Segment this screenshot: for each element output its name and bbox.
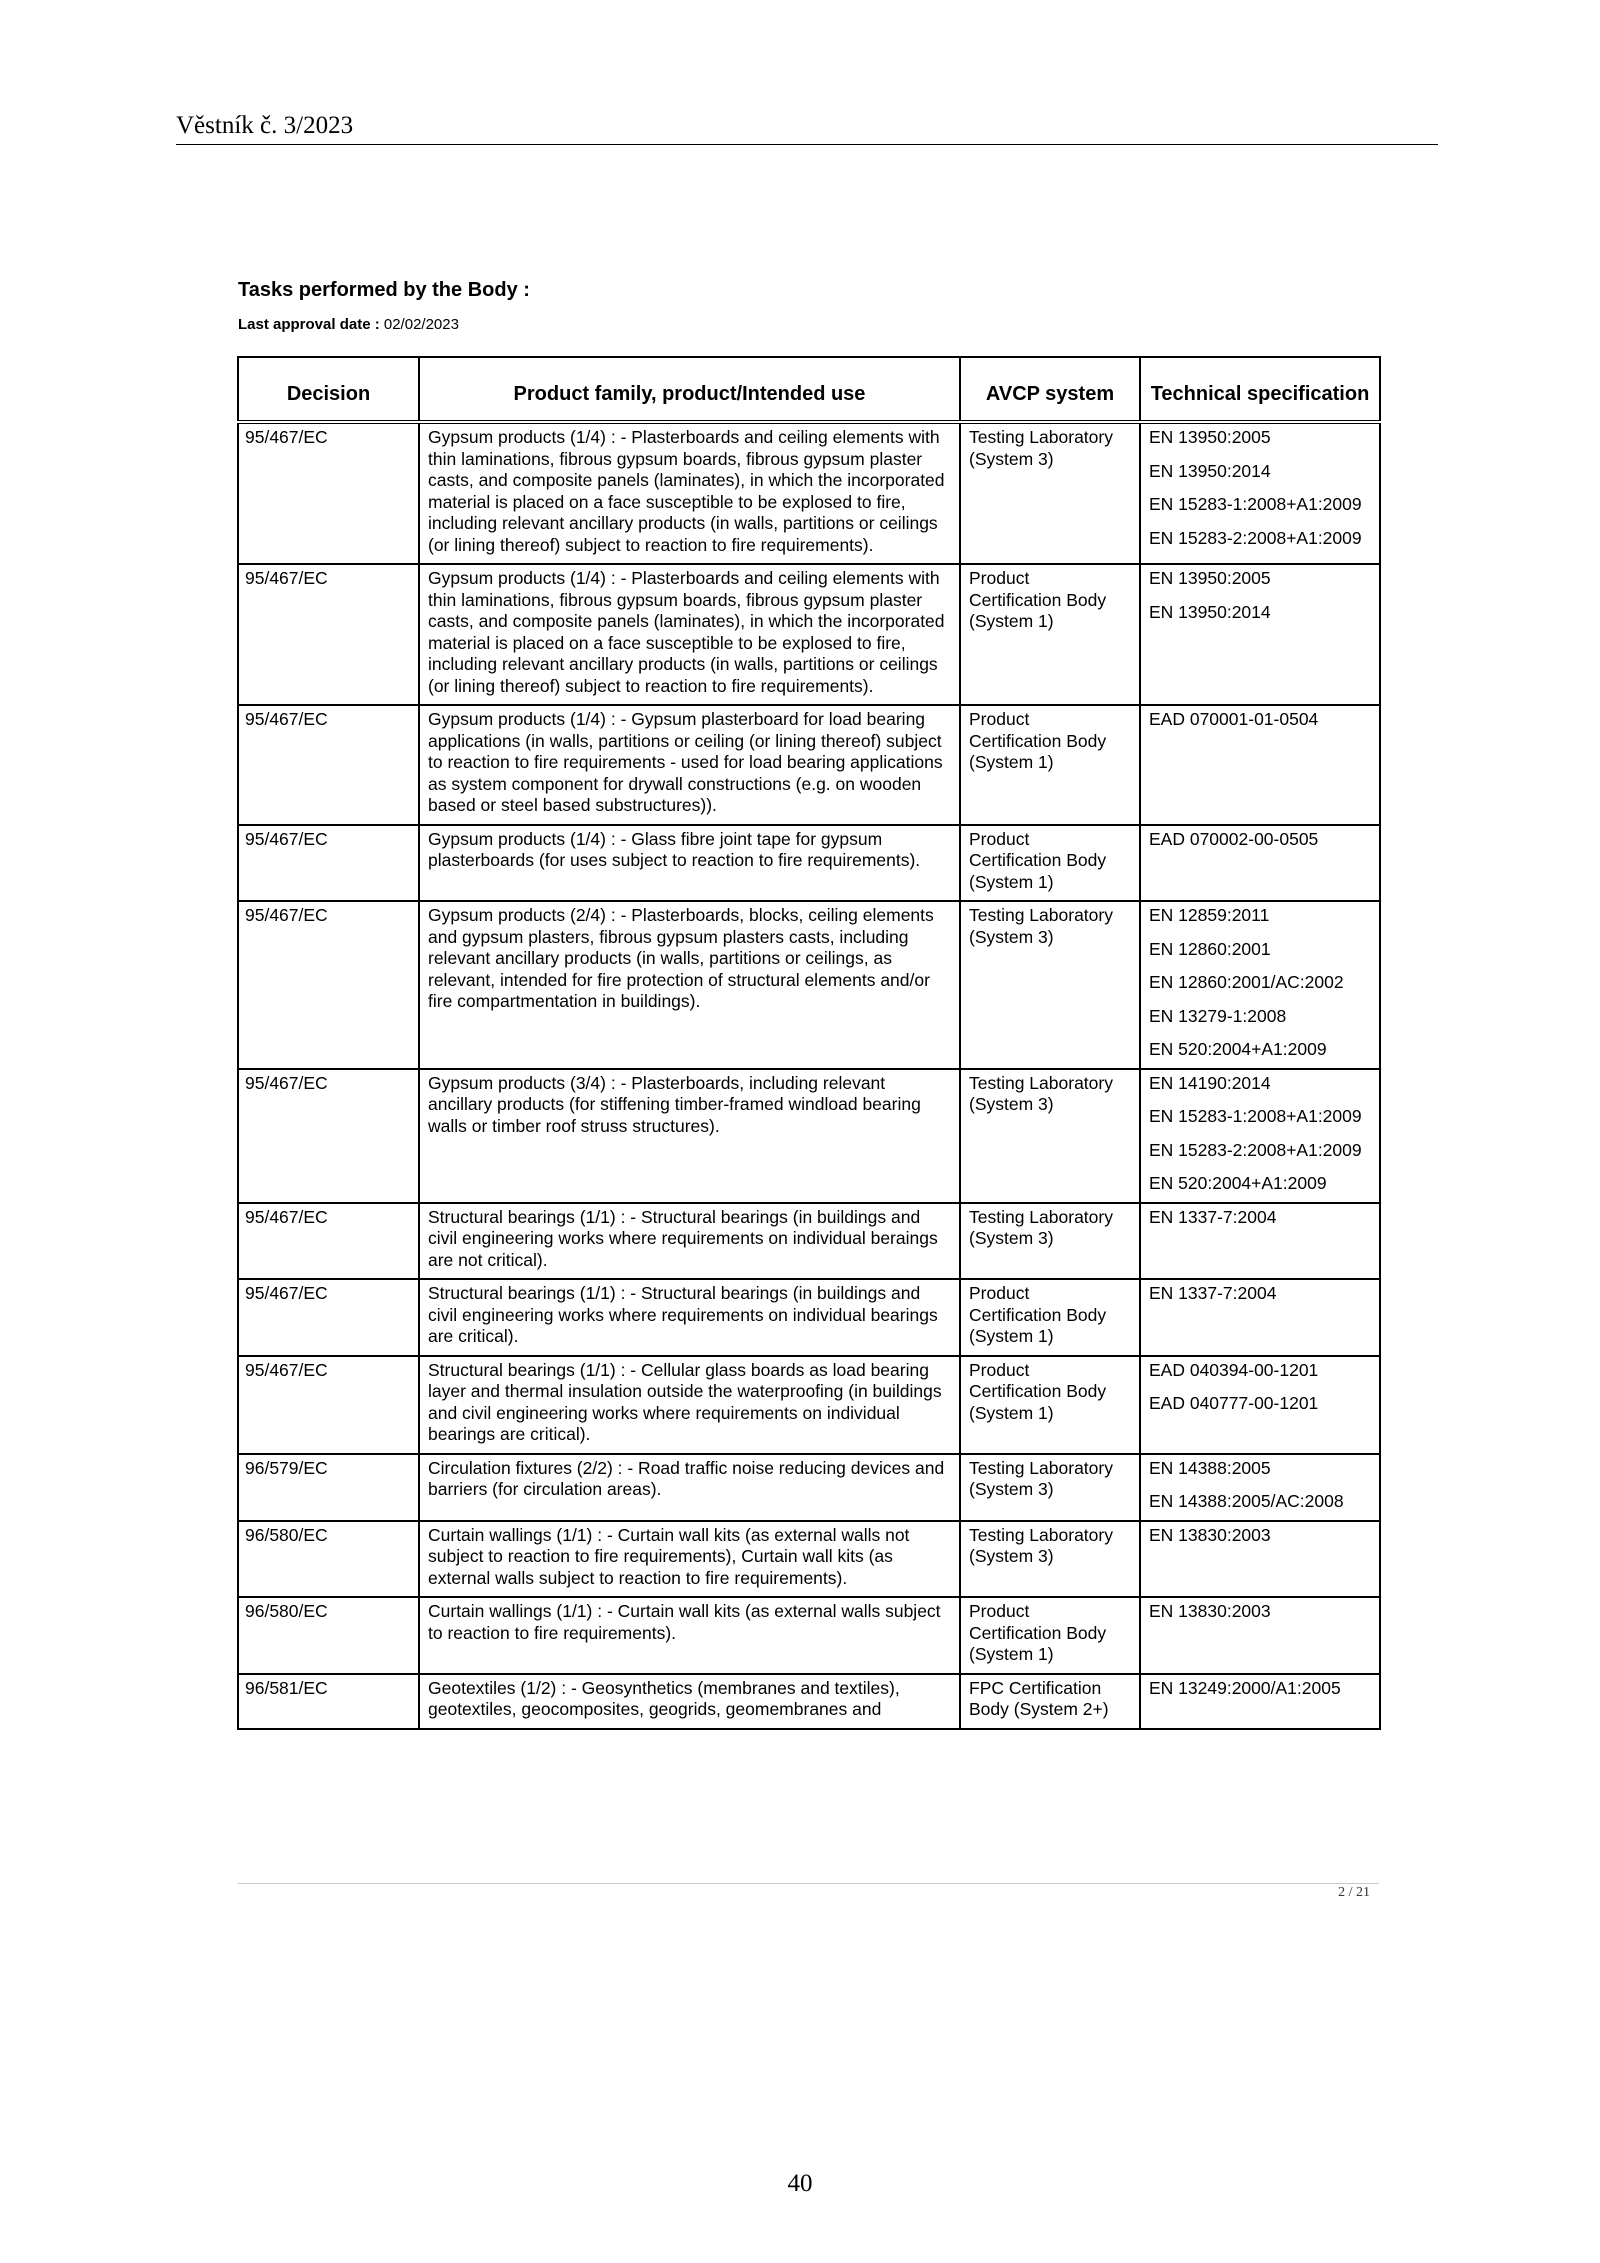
- table-row: [238, 705, 1380, 825]
- cell-spec: [1140, 1279, 1380, 1356]
- cell-spec: [1140, 422, 1380, 564]
- cell-spec: [1140, 1454, 1380, 1521]
- page-of-indicator: 2 / 21: [1338, 1885, 1370, 1900]
- cell-product: Gypsum products (1/4) : - Gypsum plasterboard for load bearing applications (in walls, partitions or ceiling (or lining thereof) subject to reaction to fire requirements - used for load bearing applications as system component for drywall constructions (e.g. on wooden based or steel based substructures)).: [419, 705, 960, 825]
- avcp-line: FPC Certification: [969, 1677, 1102, 1698]
- avcp-line: Certification Body: [969, 1304, 1107, 1325]
- cell-spec: [1140, 1069, 1380, 1203]
- spec-item: EN 520:2004+A1:2009: [1149, 1173, 1327, 1193]
- avcp-line: (System 1): [969, 611, 1054, 631]
- cell-decision: 95/467/EC: [238, 901, 419, 1069]
- avcp-line: (System 1): [969, 752, 1054, 772]
- spec-item: EN 14190:2014: [1149, 1072, 1271, 1093]
- header-product: Product family, product/Intended use: [419, 357, 960, 422]
- spec-item: EN 1337-7:2004: [1149, 1283, 1277, 1303]
- spec-item: EN 1337-7:2004: [1149, 1206, 1277, 1227]
- header-spec: Technical specification: [1140, 357, 1380, 422]
- cell-decision: 95/467/EC: [238, 1203, 419, 1280]
- cell-decision: 96/580/EC: [238, 1597, 419, 1674]
- avcp-line: Testing Laboratory: [969, 1072, 1113, 1093]
- cell-product: Curtain wallings (1/1) : - Curtain wall kits (as external walls not subject to reaction to fire requirements), Curtain wall kits (as external walls subject to reaction to fire requirements).: [419, 1521, 960, 1598]
- avcp-line: Certification Body: [969, 730, 1107, 751]
- avcp-line: Testing Laboratory: [969, 905, 1113, 925]
- cell-spec: [1140, 564, 1380, 705]
- avcp-line: (System 1): [969, 1644, 1054, 1664]
- table-row: [238, 1069, 1380, 1203]
- spec-item: EN 13830:2003: [1149, 1601, 1271, 1621]
- cell-decision: 95/467/EC: [238, 825, 419, 902]
- table-row: [238, 1356, 1380, 1454]
- spec-item: EN 13950:2005: [1149, 427, 1271, 447]
- cell-spec: [1140, 1597, 1380, 1674]
- footer-rule: [238, 1883, 1379, 1884]
- cell-product: Gypsum products (2/4) : - Plasterboards, blocks, ceiling elements and gypsum plasters, fibrous gypsum plasters casts, including relevant ancillary products (in walls, partitions or ceilings, as relevant, intended for fire protection of structural elements and/or fire compartmentation in buildings).: [419, 901, 960, 1069]
- spec-item: EN 13249:2000/A1:2005: [1149, 1677, 1341, 1698]
- cell-decision: 95/467/EC: [238, 1069, 419, 1203]
- cell-decision: 96/580/EC: [238, 1521, 419, 1598]
- spec-item: EN 14388:2005/AC:2008: [1149, 1491, 1344, 1511]
- approval-date: 02/02/2023: [383, 316, 459, 333]
- avcp-line: (System 3): [969, 926, 1054, 947]
- avcp-line: Testing Laboratory: [969, 427, 1113, 447]
- cell-avcp: [960, 564, 1140, 705]
- table-row: [238, 901, 1380, 1069]
- spec-item: EN 13279-1:2008: [1149, 1005, 1287, 1026]
- cell-spec: [1140, 1521, 1380, 1598]
- cell-decision: 95/467/EC: [238, 1356, 419, 1454]
- cell-decision: 95/467/EC: [238, 1279, 419, 1356]
- table-row: [238, 422, 1380, 564]
- cell-avcp: [960, 1597, 1140, 1674]
- avcp-line: Certification Body: [969, 1622, 1107, 1643]
- cell-spec: [1140, 1356, 1380, 1454]
- avcp-line: (System 3): [969, 1479, 1054, 1499]
- cell-product: Geotextiles (1/2) : - Geosynthetics (membranes and textiles), geotextiles, geocomposites, geogrids, geomembranes and: [419, 1674, 960, 1729]
- approval-label: Last approval date :: [238, 316, 380, 333]
- avcp-line: (System 3): [969, 1546, 1054, 1566]
- avcp-line: (System 3): [969, 1094, 1054, 1114]
- table-body: [238, 422, 1380, 1729]
- approval-line: [238, 316, 459, 333]
- spec-item: EN 13950:2014: [1149, 601, 1271, 622]
- avcp-line: Product: [969, 828, 1030, 849]
- cell-product: Structural bearings (1/1) : - Cellular glass boards as load bearing layer and thermal insulation outside the waterproofing (in buildings and civil engineering works where requirements on individual bearings are critical).: [419, 1356, 960, 1454]
- spec-item: EN 520:2004+A1:2009: [1149, 1039, 1327, 1059]
- spec-item: EN 12859:2011: [1149, 905, 1270, 925]
- cell-product: Gypsum products (1/4) : - Plasterboards and ceiling elements with thin laminations, fibrous gypsum boards, fibrous gypsum plaster casts, and composite panels (laminates), in which the incorporated material is placed on a face susceptible to be explosed to fire, including relevant ancillary products (in walls, partitions or ceilings (or lining thereof) subject to reaction to fire requirements).: [419, 422, 960, 564]
- spec-item: EAD 040777-00-1201: [1149, 1393, 1319, 1413]
- cell-avcp: [960, 1203, 1140, 1280]
- avcp-line: Product: [969, 568, 1030, 588]
- running-head: Věstník č. 3/2023: [176, 112, 1438, 145]
- spec-item: EN 13950:2014: [1149, 460, 1271, 481]
- spec-item: EN 15283-2:2008+A1:2009: [1149, 1139, 1362, 1160]
- cell-avcp: [960, 422, 1140, 564]
- cell-avcp: [960, 705, 1140, 825]
- table-row: [238, 1454, 1380, 1521]
- page-number: 40: [787, 2170, 813, 2197]
- cell-product: Gypsum products (3/4) : - Plasterboards, including relevant ancillary products (for stiffening timber-framed windload bearing walls or timber roof struss structures).: [419, 1069, 960, 1203]
- cell-decision: 95/467/EC: [238, 564, 419, 705]
- table-row: [238, 1279, 1380, 1356]
- avcp-line: (System 3): [969, 448, 1054, 469]
- cell-avcp: [960, 1454, 1140, 1521]
- table-header-row: [238, 357, 1380, 422]
- cell-avcp: [960, 1069, 1140, 1203]
- table-row: [238, 1597, 1380, 1674]
- spec-item: EN 12860:2001: [1149, 938, 1271, 959]
- section-title: Tasks performed by the Body :: [238, 279, 530, 301]
- table-row: [238, 825, 1380, 902]
- avcp-line: (System 1): [969, 1402, 1054, 1423]
- cell-product: Curtain wallings (1/1) : - Curtain wall kits (as external walls subject to reaction to fire requirements).: [419, 1597, 960, 1674]
- avcp-line: Certification Body: [969, 1381, 1107, 1401]
- spec-item: EAD 070001-01-0504: [1149, 709, 1319, 729]
- avcp-line: Testing Laboratory: [969, 1457, 1113, 1478]
- table-row: [238, 1674, 1380, 1729]
- cell-decision: 95/467/EC: [238, 705, 419, 825]
- cell-avcp: [960, 825, 1140, 902]
- avcp-line: Product: [969, 1601, 1030, 1621]
- cell-spec: [1140, 825, 1380, 902]
- cell-product: Gypsum products (1/4) : - Glass fibre joint tape for gypsum plasterboards (for uses subject to reaction to fire requirements).: [419, 825, 960, 902]
- cell-avcp: [960, 1356, 1140, 1454]
- spec-item: EN 14388:2005: [1149, 1457, 1271, 1478]
- cell-product: Structural bearings (1/1) : - Structural bearings (in buildings and civil engineering works where requirements on individual beraings are not critical).: [419, 1203, 960, 1280]
- avcp-line: (System 1): [969, 871, 1054, 892]
- avcp-line: Product: [969, 1283, 1030, 1303]
- header-decision: Decision: [238, 357, 419, 422]
- cell-avcp: [960, 901, 1140, 1069]
- spec-item: EAD 040394-00-1201: [1149, 1359, 1319, 1380]
- cell-avcp: [960, 1674, 1140, 1729]
- avcp-line: Testing Laboratory: [969, 1524, 1113, 1545]
- avcp-line: Product: [969, 709, 1030, 729]
- table-row: [238, 1203, 1380, 1280]
- table-row: [238, 1521, 1380, 1598]
- avcp-line: (System 1): [969, 1326, 1054, 1346]
- header-avcp: AVCP system: [960, 357, 1140, 422]
- cell-decision: 96/579/EC: [238, 1454, 419, 1521]
- avcp-line: Testing Laboratory: [969, 1206, 1113, 1227]
- avcp-line: Certification Body: [969, 589, 1107, 610]
- spec-item: EN 13950:2005: [1149, 568, 1271, 588]
- spec-item: EN 13830:2003: [1149, 1524, 1271, 1545]
- avcp-line: Certification Body: [969, 850, 1107, 870]
- avcp-line: (System 3): [969, 1228, 1054, 1248]
- cell-spec: [1140, 901, 1380, 1069]
- cell-spec: [1140, 1674, 1380, 1729]
- spec-item: EN 15283-2:2008+A1:2009: [1149, 527, 1362, 548]
- cell-decision: 96/581/EC: [238, 1674, 419, 1729]
- cell-product: Gypsum products (1/4) : - Plasterboards and ceiling elements with thin laminations, fibrous gypsum boards, fibrous gypsum plaster casts, and composite panels (laminates), in which the incorporated material is placed on a face susceptible to be explosed to fire, including relevant ancillary products (in walls, partitions or ceilings (or lining thereof) subject to reaction to fire requirements).: [419, 564, 960, 705]
- avcp-line: Body (System 2+): [969, 1699, 1109, 1719]
- cell-product: Structural bearings (1/1) : - Structural bearings (in buildings and civil engineering works where requirements on individual bearings are critical).: [419, 1279, 960, 1356]
- cell-spec: [1140, 705, 1380, 825]
- cell-avcp: [960, 1279, 1140, 1356]
- tasks-table: [237, 356, 1381, 1730]
- spec-item: EN 12860:2001/AC:2002: [1149, 972, 1344, 992]
- avcp-line: Product: [969, 1359, 1030, 1380]
- spec-item: EAD 070002-00-0505: [1149, 828, 1319, 849]
- table-row: [238, 564, 1380, 705]
- spec-item: EN 15283-1:2008+A1:2009: [1149, 494, 1362, 514]
- cell-avcp: [960, 1521, 1140, 1598]
- spec-item: EN 15283-1:2008+A1:2009: [1149, 1106, 1362, 1126]
- cell-spec: [1140, 1203, 1380, 1280]
- cell-decision: 95/467/EC: [238, 422, 419, 564]
- cell-product: Circulation fixtures (2/2) : - Road traffic noise reducing devices and barriers (for circulation areas).: [419, 1454, 960, 1521]
